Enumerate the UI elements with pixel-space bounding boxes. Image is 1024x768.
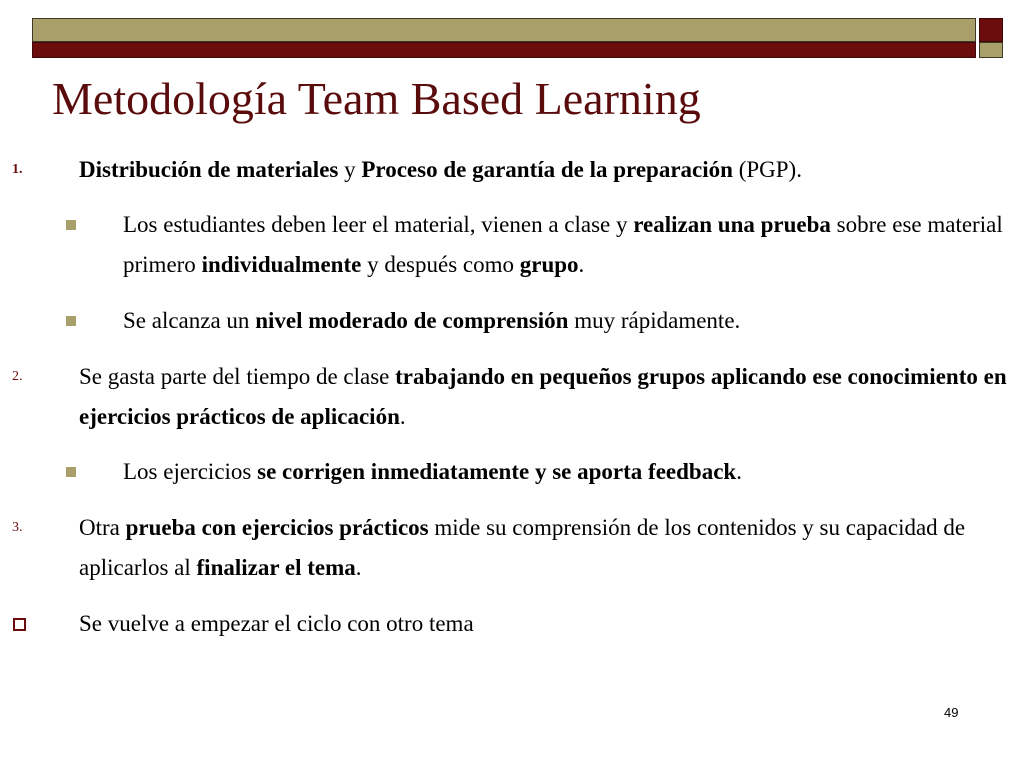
- text-normal: y después como: [361, 252, 520, 277]
- text-normal: (PGP).: [732, 157, 802, 182]
- item-text: [123, 301, 1008, 341]
- sub-item-2a: [0, 452, 1024, 492]
- square-bullet-icon: [66, 467, 76, 477]
- text-normal: Se vuelve a empezar el ciclo con otro tema: [79, 611, 474, 636]
- square-bullet-icon: [66, 220, 76, 230]
- text-bold: Proceso de garantía de la preparación: [361, 157, 733, 182]
- slide-title: Metodología Team Based Learning: [52, 73, 701, 124]
- text-normal: mide su comprensión de los contenidos y su capacidad de aplicarlos al: [79, 515, 966, 580]
- numbered-item-2: [0, 357, 1024, 437]
- text-bold: trabajando en pequeños grupos aplicando ese conocimiento en ejercicios prácticos de aplicación: [79, 364, 1007, 429]
- header-square-olive: [979, 42, 1003, 58]
- text-normal: Los ejercicios: [123, 459, 258, 484]
- text-normal: .: [399, 404, 406, 429]
- list-number: 2.: [12, 369, 23, 384]
- text-normal: Se alcanza un: [123, 308, 256, 333]
- hollow-square-bullet-icon: [13, 618, 26, 631]
- text-normal: .: [736, 459, 742, 484]
- item-text: [79, 508, 1009, 588]
- text-bold: finalizar el tema: [196, 555, 356, 580]
- text-bold: Distribución de materiales: [79, 157, 339, 182]
- text-normal: muy rápidamente.: [568, 308, 741, 333]
- text-bold: individualmente: [201, 252, 362, 277]
- text-bold: grupo: [519, 252, 579, 277]
- header-bar-olive: [32, 18, 976, 42]
- list-number: 1.: [12, 162, 23, 177]
- text-normal: y: [338, 157, 362, 182]
- item-text: [123, 205, 1008, 285]
- header-bar-maroon: [32, 42, 976, 58]
- text-normal: sobre ese material primero: [123, 212, 1003, 277]
- numbered-item-3: [0, 508, 1024, 588]
- text-normal: .: [355, 555, 362, 580]
- sub-item-1b: [0, 301, 1024, 341]
- text-normal: Los estudiantes deben leer el material, vienen a clase y: [123, 212, 634, 237]
- text-bold: nivel moderado de comprensión: [255, 308, 569, 333]
- item-text: [79, 150, 1009, 190]
- header-square-maroon: [979, 18, 1003, 42]
- item-text: [79, 604, 1009, 644]
- hollow-bullet-item: [0, 604, 1024, 644]
- text-bold: se corrigen inmediatamente y se aporta feedback: [257, 459, 737, 484]
- text-normal: Se gasta parte del tiempo de clase: [79, 364, 396, 389]
- text-bold: prueba con ejercicios prácticos: [125, 515, 429, 540]
- sub-item-1a: [0, 205, 1024, 285]
- text-normal: .: [578, 252, 585, 277]
- text-normal: Otra: [79, 515, 126, 540]
- item-text: [123, 452, 1008, 492]
- list-number: 3.: [12, 520, 23, 535]
- item-text: [79, 357, 1009, 437]
- text-bold: realizan una prueba: [633, 212, 831, 237]
- numbered-item-1: [0, 150, 1024, 190]
- square-bullet-icon: [66, 316, 76, 326]
- page-number: 49: [944, 705, 959, 720]
